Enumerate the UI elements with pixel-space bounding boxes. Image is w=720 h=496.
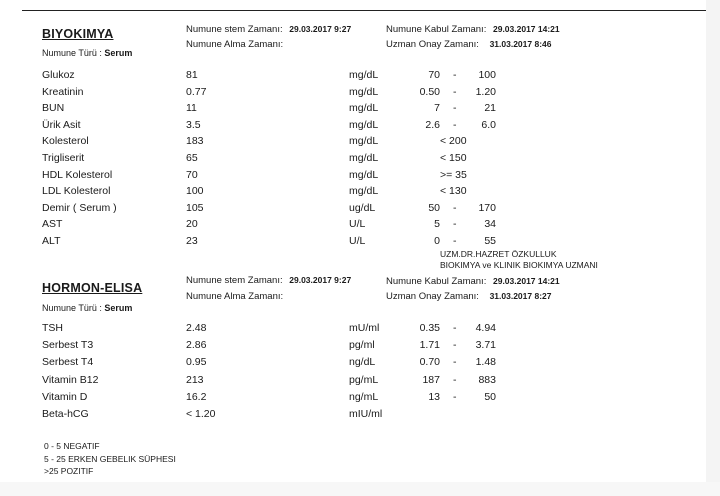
test-result: 11 [186, 102, 197, 115]
test-result: 81 [186, 69, 198, 81]
ref-low: 7 [434, 102, 440, 115]
sample-type-label-2: Numune Türü : [42, 303, 102, 313]
ref-dash: - [453, 322, 457, 334]
test-result: 2.86 [186, 339, 207, 352]
test-unit: ug/dL [349, 201, 376, 214]
table-row [0, 135, 720, 151]
table-row [0, 218, 720, 234]
ref-dash: - [453, 118, 457, 131]
table-row [0, 86, 720, 102]
test-result: 183 [186, 135, 204, 148]
onay-time-label-2: Uzman Onay Zamanı: [386, 291, 479, 302]
test-unit: ng/mL [349, 390, 379, 403]
test-unit: mg/dL [349, 85, 379, 98]
table-row [0, 69, 720, 85]
signature-block [440, 249, 598, 271]
test-name: Ürik Asit [42, 118, 81, 131]
test-result: 23 [186, 235, 198, 247]
table-row [0, 102, 720, 118]
ref-dash: - [453, 235, 457, 247]
test-result: 100 [186, 185, 204, 198]
test-name: Glukoz [42, 69, 75, 81]
table-row [0, 119, 720, 135]
accept-time-value-2: 29.03.2017 9:27 [289, 275, 352, 285]
table-row [0, 202, 720, 218]
kabul-time-line [386, 24, 560, 35]
test-name: Demir ( Serum ) [42, 201, 117, 214]
ref-low: 13 [428, 390, 440, 403]
footnote-3: >25 POZITIF [44, 466, 94, 476]
page-bottom-band [0, 482, 720, 496]
ref-low: 0.50 [419, 85, 440, 98]
test-result: 0.95 [186, 356, 207, 369]
ref-high: 170 [478, 201, 496, 214]
ref-dash: - [453, 102, 457, 115]
test-unit: pg/mL [349, 373, 379, 386]
test-name: ALT [42, 235, 61, 247]
test-unit: U/L [349, 218, 366, 231]
test-unit: mg/dL [349, 168, 379, 181]
top-rule [22, 10, 706, 11]
ref-text: < 130 [440, 185, 467, 198]
ref-text: < 150 [440, 152, 467, 164]
test-unit: U/L [349, 235, 366, 247]
test-result: 70 [186, 168, 198, 181]
test-name: LDL Kolesterol [42, 185, 111, 198]
test-name: Vitamin B12 [42, 373, 99, 386]
ref-high: 21 [484, 102, 496, 115]
table-row [0, 322, 720, 338]
sample-type-line [42, 48, 132, 58]
kabul-time-label-2: Numune Kabul Zamanı: [386, 276, 487, 287]
table-row [0, 408, 720, 424]
ref-low: 187 [422, 373, 440, 386]
take-time-label-2: Numune Alma Zamanı: [186, 291, 284, 302]
table-row [0, 374, 720, 390]
take-time-line [186, 39, 283, 50]
onay-time-value-2: 31.03.2017 8:27 [489, 291, 552, 301]
accept-time-label: Numune stem Zamanı: [186, 24, 283, 35]
test-name: BUN [42, 102, 65, 115]
test-name: Serbest T4 [42, 356, 94, 369]
table-row [0, 339, 720, 355]
onay-time-label: Uzman Onay Zamanı: [386, 39, 479, 50]
accept-time-label-2: Numune stem Zamanı: [186, 275, 283, 286]
ref-low: 5 [434, 218, 440, 231]
page-edge-shadow [706, 0, 720, 496]
accept-time-line-2 [186, 275, 351, 286]
test-name: Trigliserit [42, 152, 85, 164]
test-name: HDL Kolesterol [42, 168, 113, 181]
ref-high: 1.20 [475, 85, 496, 98]
sample-type-label: Numune Türü : [42, 48, 102, 58]
signature-line-1: UZM.DR.HAZRET ÖZKULLUK [440, 249, 557, 259]
kabul-time-label: Numune Kabul Zamanı: [386, 24, 487, 35]
test-result: 213 [186, 373, 204, 386]
ref-low: 50 [428, 201, 440, 214]
section-title-biyokimya: BIYOKIMYA [42, 27, 114, 41]
kabul-time-line-2 [386, 276, 560, 287]
test-unit: ng/dL [349, 356, 376, 369]
test-result: 3.5 [186, 118, 201, 131]
ref-high: 50 [484, 390, 496, 403]
test-name: Kolesterol [42, 135, 89, 148]
ref-low: 0.35 [419, 322, 440, 334]
footnote-1: 0 - 5 NEGATIF [44, 441, 100, 451]
take-time-line-2 [186, 291, 283, 302]
ref-dash: - [453, 373, 457, 386]
ref-low: 70 [428, 69, 440, 81]
accept-time-value: 29.03.2017 9:27 [289, 24, 352, 34]
ref-high: 100 [478, 69, 496, 81]
ref-low: 2.6 [425, 118, 440, 131]
kabul-time-value: 29.03.2017 14:21 [492, 24, 560, 34]
test-name: Serbest T3 [42, 339, 94, 352]
test-result: 2.48 [186, 322, 207, 334]
test-result: 20 [186, 218, 198, 231]
onay-time-line-2 [386, 291, 551, 302]
ref-high: 883 [478, 373, 496, 386]
test-unit: mg/dL [349, 69, 379, 81]
test-result: < 1.20 [186, 408, 216, 420]
table-row [0, 391, 720, 407]
signature-line-2: BIOKIMYA ve KLINIK BIOKIMYA UZMANI [440, 260, 598, 270]
table-row [0, 169, 720, 185]
test-result: 105 [186, 201, 204, 214]
table-row [0, 185, 720, 201]
ref-dash: - [453, 85, 457, 98]
accept-time-line [186, 24, 351, 35]
ref-dash: - [453, 390, 457, 403]
section-title-hormon-elisa: HORMON-ELISA [42, 281, 143, 295]
test-name: TSH [42, 322, 63, 334]
ref-low: 0 [434, 235, 440, 247]
sample-type-line-2 [42, 303, 132, 313]
sample-type-value-2: Serum [104, 303, 133, 313]
test-result: 0.77 [186, 85, 207, 98]
test-name: Beta-hCG [42, 408, 89, 420]
test-unit: mU/ml [349, 322, 380, 334]
footnote-2: 5 - 25 ERKEN GEBELIK SÜPHESI [44, 454, 176, 464]
onay-time-value: 31.03.2017 8:46 [489, 39, 552, 49]
test-result: 65 [186, 152, 198, 164]
take-time-label: Numune Alma Zamanı: [186, 39, 284, 50]
test-unit: mg/dL [349, 185, 379, 198]
test-unit: mg/dL [349, 152, 379, 164]
test-name: Kreatinin [42, 85, 84, 98]
test-result: 16.2 [186, 390, 207, 403]
ref-dash: - [453, 201, 457, 214]
test-name: AST [42, 218, 63, 231]
test-unit: mg/dL [349, 118, 379, 131]
test-unit: mg/dL [349, 135, 379, 148]
table-row [0, 152, 720, 168]
onay-time-line [386, 39, 551, 50]
ref-dash: - [453, 69, 457, 81]
ref-low: 1.71 [419, 339, 440, 352]
ref-dash: - [453, 218, 457, 231]
sample-type-value: Serum [104, 48, 133, 58]
test-unit: mIU/ml [349, 408, 383, 420]
ref-high: 1.48 [475, 356, 496, 369]
ref-dash: - [453, 339, 457, 352]
ref-dash: - [453, 356, 457, 369]
ref-high: 4.94 [475, 322, 496, 334]
ref-high: 55 [484, 235, 496, 247]
ref-high: 3.71 [475, 339, 496, 352]
ref-text: < 200 [440, 135, 467, 148]
test-unit: pg/ml [349, 339, 375, 352]
ref-high: 6.0 [481, 118, 496, 131]
table-row [0, 356, 720, 372]
ref-high: 34 [484, 218, 496, 231]
ref-low: 0.70 [419, 356, 440, 369]
test-unit: mg/dL [349, 102, 379, 115]
test-name: Vitamin D [42, 390, 88, 403]
kabul-time-value-2: 29.03.2017 14:21 [492, 276, 560, 286]
ref-text: >= 35 [440, 168, 467, 181]
table-row [0, 235, 720, 251]
